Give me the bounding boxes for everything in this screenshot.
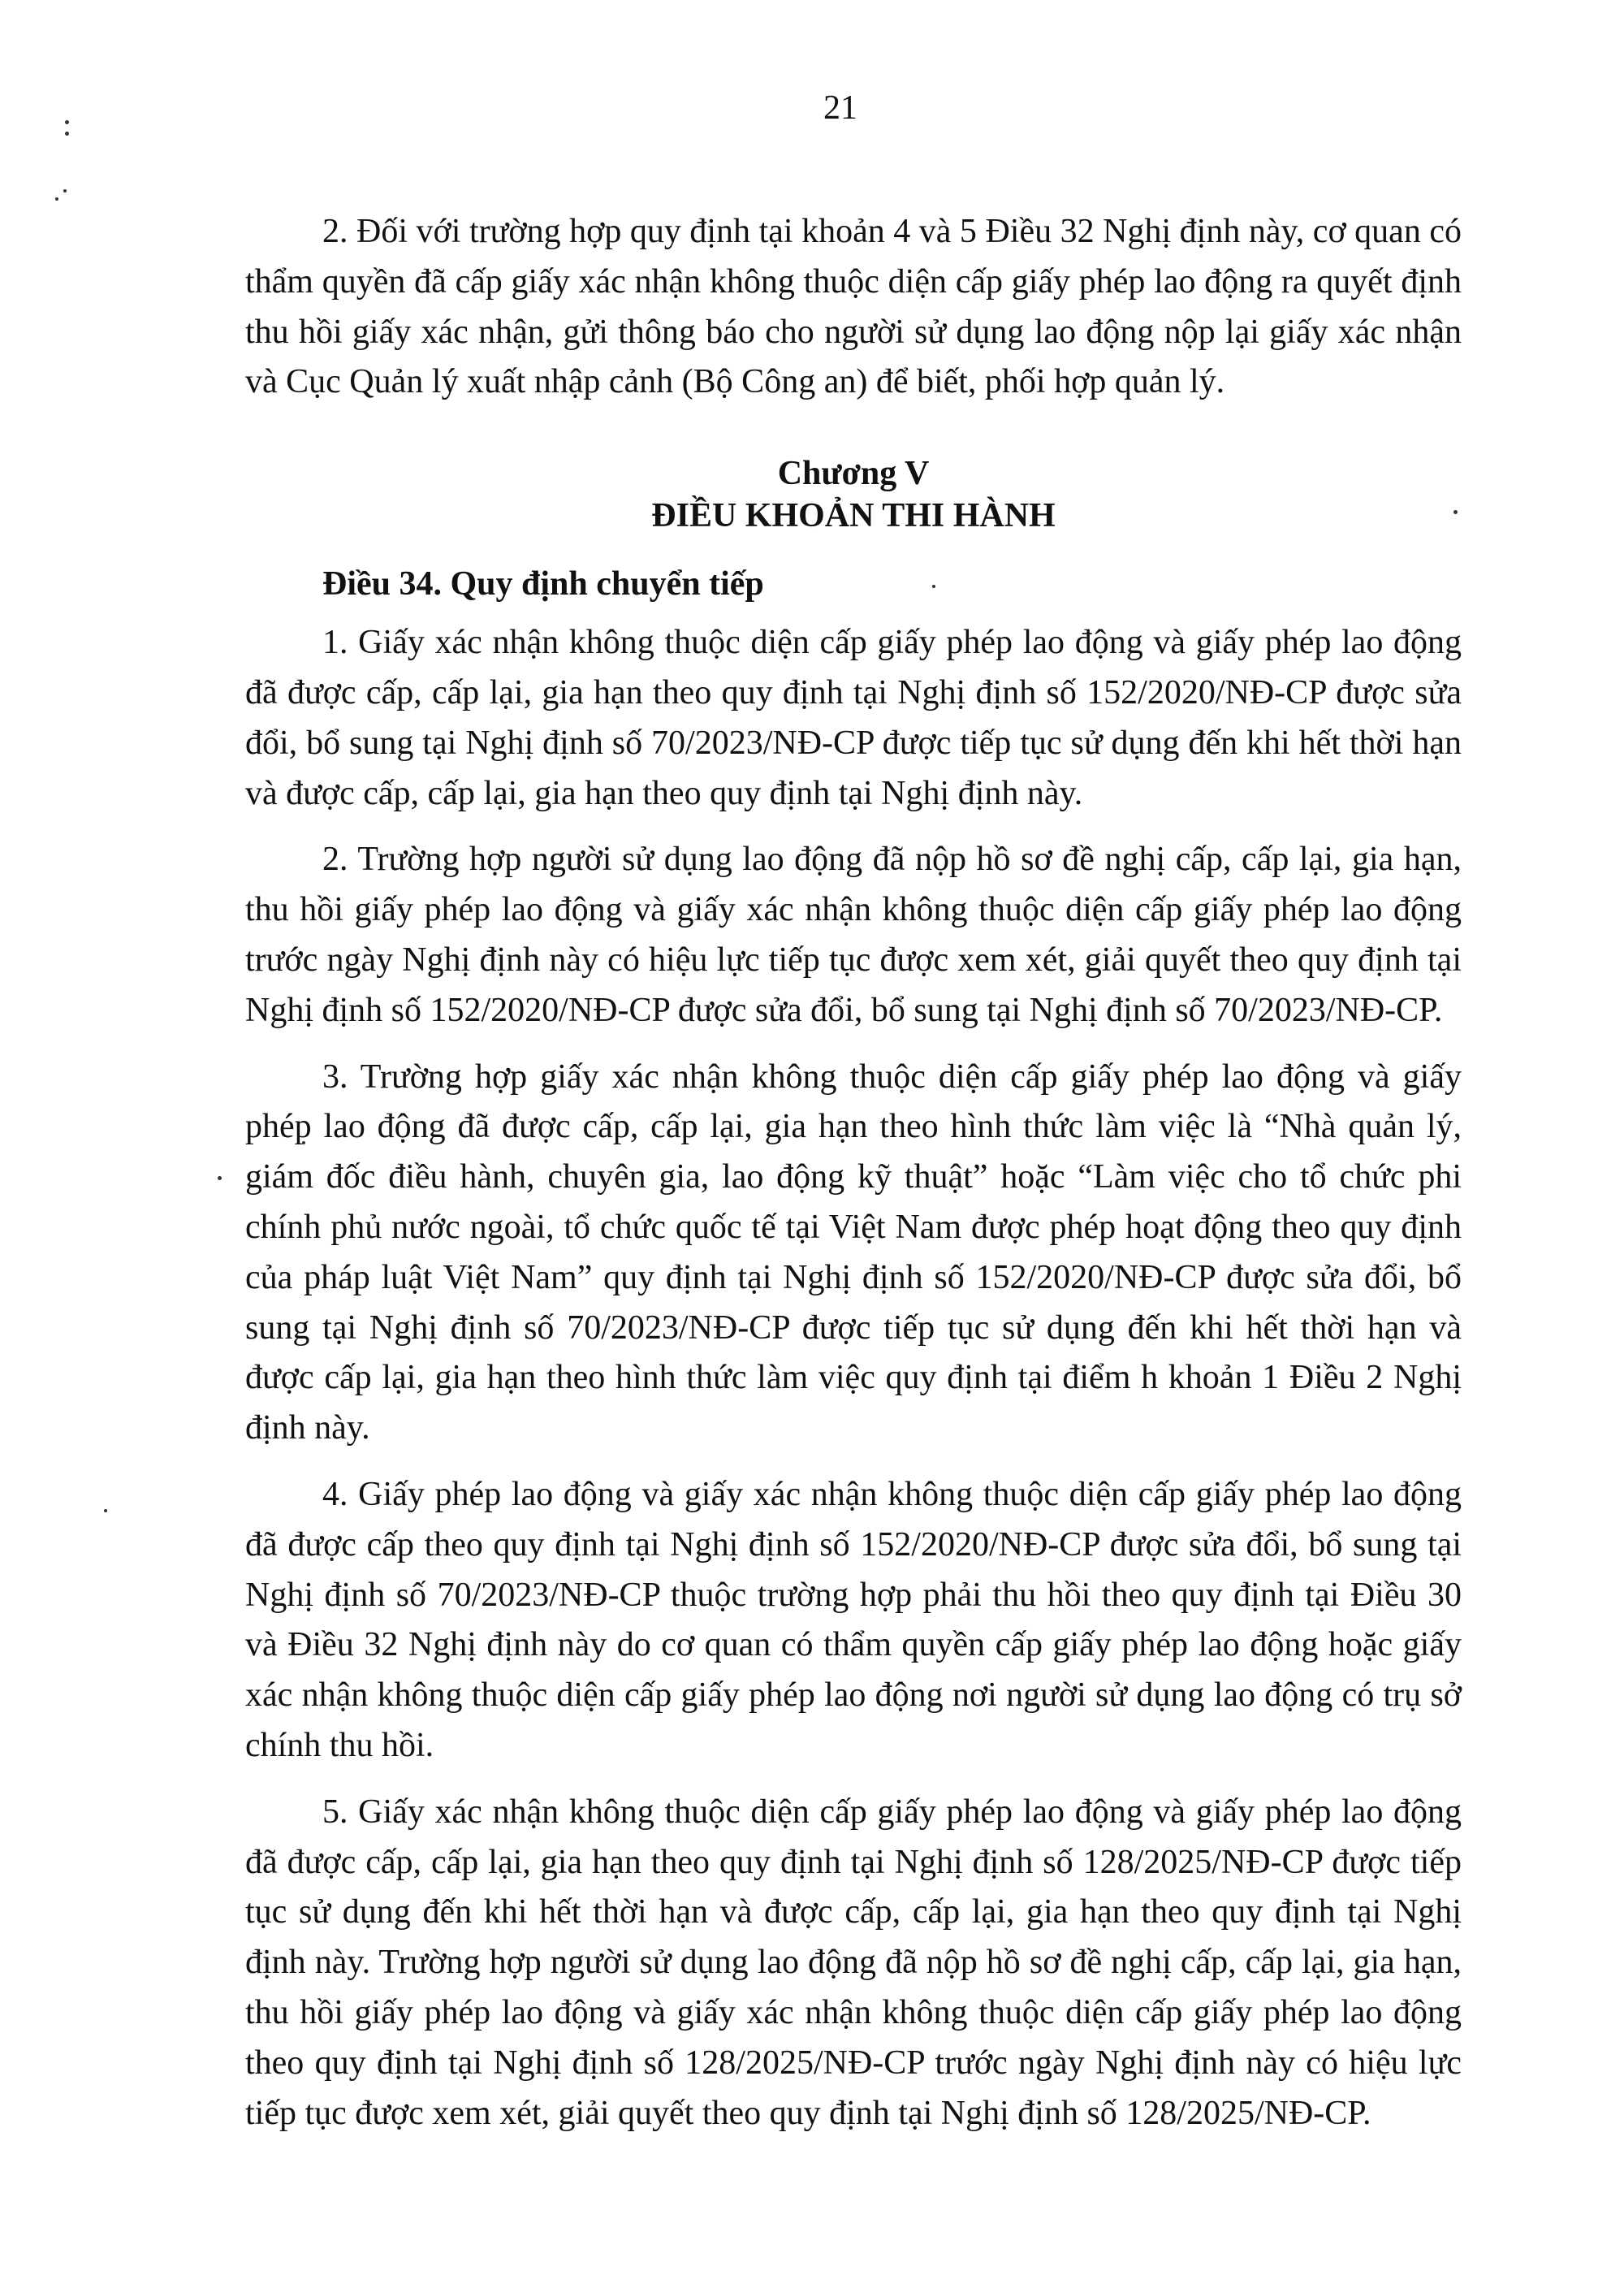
scan-speck [104, 1509, 107, 1512]
article-clause: 2. Trường hợp người sử dụng lao động đã nộp hồ sơ đề nghị cấp, cấp lại, gia hạn, thu hồi giấy phép lao động và giấy xác nhận không thuộc diện cấp giấy phép lao động trước ngày Nghị định này có hiệu lực tiếp tục được xem xét, giải quyết theo quy định tại Nghị định số 152/2020/NĐ-CP được sửa đổi, bổ sung tại Nghị định số 70/2023/NĐ-CP. [245, 841, 1462, 1029]
article-clause: 1. Giấy xác nhận không thuộc diện cấp giấy phép lao động và giấy phép lao động đã được cấp, cấp lại, gia hạn theo quy định tại Nghị định số 152/2020/NĐ-CP được sửa đổi, bổ sung tại Nghị định số 70/2023/NĐ-CP được tiếp tục sử dụng đến khi hết thời hạn và được cấp, cấp lại, gia hạn theo quy định tại Nghị định này. [245, 624, 1462, 812]
article-heading: Điều 34. Quy định chuyển tiếp [322, 565, 764, 603]
intro-paragraph: 2. Đối với trường hợp quy định tại khoản 4 và 5 Điều 32 Nghị định này, cơ quan có thẩm quyền đã cấp giấy xác nhận không thuộc diện cấp giấy phép lao động ra quyết định thu hồi giấy xác nhận, gửi thông báo cho người sử dụng lao động nộp lại giấy xác nhận và Cục Quản lý xuất nhập cảnh (Bộ Công an) để biết, phối hợp quản lý. [245, 213, 1462, 401]
scan-speck [65, 132, 69, 136]
article-clause: 5. Giấy xác nhận không thuộc diện cấp giấy phép lao động và giấy phép lao động đã được cấp, cấp lại, gia hạn theo quy định tại Nghị định số 128/2025/NĐ-CP được tiếp tục sử dụng đến khi hết thời hạn và được cấp, cấp lại, gia hạn theo quy định tại Nghị định này. Trường hợp người sử dụng lao động đã nộp hồ sơ đề nghị cấp, cấp lại, gia hạn, thu hồi giấy phép lao động và giấy xác nhận không thuộc diện cấp giấy phép lao động theo quy định tại Nghị định số 128/2025/NĐ-CP trước ngày Nghị định này có hiệu lực tiếp tục được xem xét, giải quyết theo quy định tại Nghị định số 128/2025/NĐ-CP. [245, 1793, 1462, 2132]
document-body [245, 207, 1462, 2155]
chapter-title: ĐIỀU KHOẢN THI HÀNH [651, 497, 1056, 535]
chapter-label: Chương V [777, 455, 930, 493]
scan-speck [55, 197, 58, 201]
article-clause: 3. Trường hợp giấy xác nhận không thuộc diện cấp giấy phép lao động và giấy phép lao động đã được cấp, cấp lại, gia hạn theo hình thức làm việc là “Nhà quản lý, giám đốc điều hành, chuyên gia, lao động kỹ thuật” hoặc “Làm việc cho tổ chức phi chính phủ nước ngoài, tổ chức quốc tế tại Việt Nam được phép hoạt động theo quy định của pháp luật Việt Nam” quy định tại Nghị định số 152/2020/NĐ-CP được sửa đổi, bổ sung tại Nghị định số 70/2023/NĐ-CP được tiếp tục sử dụng đến khi hết thời hạn và được cấp lại, gia hạn theo hình thức làm việc quy định tại điểm h khoản 1 Điều 2 Nghị định này. [245, 1057, 1462, 1447]
scan-speck [218, 1176, 222, 1180]
article-clause: 4. Giấy phép lao động và giấy xác nhận không thuộc diện cấp giấy phép lao động đã được cấp theo quy định tại Nghị định số 152/2020/NĐ-CP được sửa đổi, bổ sung tại Nghị định số 70/2023/NĐ-CP thuộc trường hợp phải thu hồi theo quy định tại Điều 30 và Điều 32 Nghị định này do cơ quan có thẩm quyền cấp giấy phép lao động hoặc giấy xác nhận không thuộc diện cấp giấy phép lao động nơi người sử dụng lao động có trụ sở chính thu hồi. [245, 1475, 1462, 1764]
scan-speck [63, 189, 67, 192]
chapter-heading [245, 452, 1462, 537]
page-number: 21 [823, 89, 857, 127]
